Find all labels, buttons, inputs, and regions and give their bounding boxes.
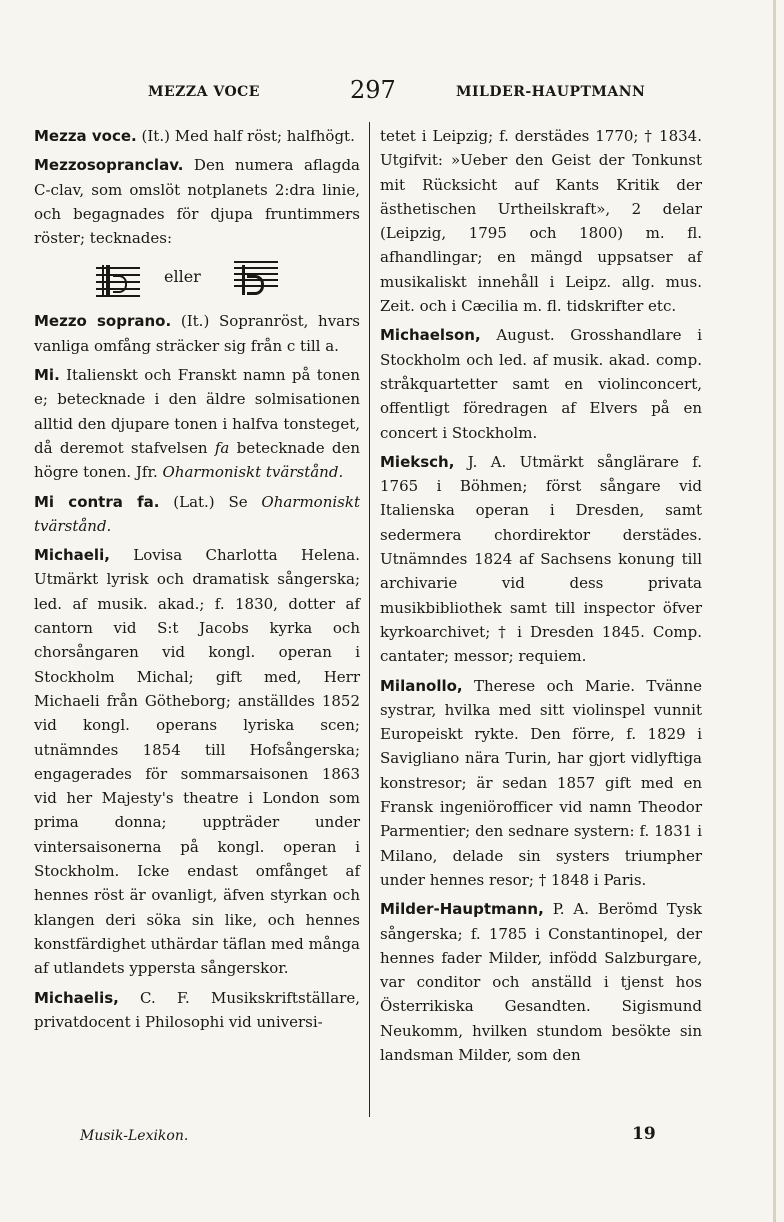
clef-illustration: [34, 255, 360, 305]
right-column: [380, 124, 702, 1072]
running-head-left: MEZZA VOCE: [148, 84, 260, 100]
entry-text: tetet i Leipzig; f. derstädes 1770; † 1834. Utgifvit: »Ueber den Geist der Tonkunst mit Rücksicht auf Kants Kritik der ästhetischen Urtheilskraft», 2 delar (Leipzig, 1795 och 1800) m. fl. afhandlingar; en mängd uppsatser af musikaliskt innehåll i Leipz. allg. mus. Zeit. och i Cæcilia m. fl. tidskrifter etc.: [380, 127, 702, 316]
entry-headword: Michaelis,: [34, 988, 119, 1007]
page-header: [0, 76, 784, 110]
entry-headword: Milanollo,: [380, 676, 463, 695]
entry-crossref: Oharmoniskt tvärstånd.: [162, 463, 344, 482]
page-edge: [773, 0, 776, 1222]
entry-headword: Mi contra fa.: [34, 492, 160, 511]
entry-text: Italienskt och Franskt namn på tonen e; betecknade i den äldre solmisationen alltid den djupare tonen i halfva tonsteget, då deremot stafvelsen: [34, 366, 360, 457]
entry-text: Lovisa Charlotta Helena. Utmärkt lyrisk och dramatisk sångerska; led. af musik. akad.; f. 1830, dotter af cantorn vid S:t Jacobs kyrka och chorsångaren vid kongl. operan i Stockholm Michal; gift med, Herr Michaeli från Götheborg; anställdes 1852 vid kongl. operans lyriska scen; utnämndes 1854 till Hofsångerska; engagerades för sommarsaisonen 1863 vid her Majesty's theatre i London som prima donna; uppträder under vintersaisonerna på kongl. operan i Stockholm. Icke endast omfånget af hennes röst är ovanligt, äfven styrkan och klangen deri söka sin like, och hennes konstfärdighet uthärdar täflan med många af utlandets yppersta sångerskor.: [34, 546, 360, 978]
signature-mark: Musik-Lexikon.: [80, 1128, 189, 1144]
entry-headword: Mi.: [34, 366, 60, 385]
left-column: [34, 124, 360, 1039]
c-clef-alt-icon: [234, 261, 278, 297]
entry-text: Den numera aflagda C-clav, som omslöt notplanets 2:dra linie, och begagnades för djupa fruntimmers röster; tecknades:: [34, 156, 360, 248]
entry-italic: fa: [214, 438, 230, 457]
entry-text: C. F. Musikskriftställare, privatdocent i Philosophi vid universi-: [34, 988, 360, 1031]
entry-michaelson: [380, 323, 702, 444]
entry-mezzosopranclav: [34, 153, 360, 250]
entry-crossref: Oharmoniskt tvärstånd.: [34, 492, 360, 535]
entry-headword: Milder-Hauptmann,: [380, 900, 544, 919]
entry-mi-contra-fa: [34, 490, 360, 539]
entry-mi: [34, 363, 360, 484]
entry-text: (It.) Sopranröst, hvars vanliga omfång sträcker sig från c till a.: [34, 312, 360, 355]
page-number: 297: [350, 76, 396, 104]
entry-text: August. Grosshandlare i Stockholm och led. af musik. akad. comp. stråkquartetter samt en violinconcert, offentligt föredragen af Elvers på en concert i Stockholm.: [380, 326, 702, 442]
entry-text: (It.) Med half röst; halfhögt.: [136, 127, 355, 145]
entry-text-cont: betecknade den högre tonen. Jfr.: [34, 438, 360, 482]
entry-milanollo: [380, 674, 702, 893]
entry-mezzo-soprano: [34, 309, 360, 358]
running-head-right: MILDER-HAUPTMANN: [456, 84, 646, 100]
sheet-number: 19: [632, 1124, 656, 1144]
entry-mezza-voce: [34, 124, 360, 148]
entry-michaelis-cont: [380, 124, 702, 318]
entry-headword: Michaelson,: [380, 326, 481, 345]
entry-headword: Mezzo soprano.: [34, 312, 172, 331]
column-divider: [369, 122, 370, 1117]
entry-text: (Lat.) Se: [159, 492, 262, 511]
entry-text: J. A. Utmärkt sånglärare f. 1765 i Böhmen; först sångare vid Italienska operan i Dresden, samt sedermera chordirektor derstädes. Utnämndes 1824 af Sachsens konung till archivarie vid dess privata musikbibliothek samt till inspector öfver kyrkoarchivet; † i Dresden 1845. Comp. cantater; messor; requiem.: [380, 452, 702, 666]
clef-connector-word: eller: [164, 267, 201, 287]
entry-michaelis: [34, 986, 360, 1035]
entry-mieksch: [380, 450, 702, 669]
entry-text: P. A. Berömd Tysk sångerska; f. 1785 i Constantinopel, der hennes fader Milder, infödd Salzburgare, var conditor och anställd i tjenst hos Österrikiska Gesandten. Sigismund Neukomm, hvilken stundom besökte sin landsman Milder, som den: [380, 900, 702, 1064]
entry-text: Therese och Marie. Tvänne systrar, hvilka med sitt violinspel vunnit Europeiskt rykte. Den förre, f. 1829 i Savigliano nära Turin, har gjort vidlyftiga konstresor; är sedan 1857 gift med en Fransk ingeniörofficer vid namn Theodor Parmentier; den sednare systern: f. 1831 i Milano, delade sin systers triumpher under hennes resor; † 1848 i Paris.: [380, 676, 702, 889]
entry-headword: Mieksch,: [380, 452, 455, 471]
entry-michaeli: [34, 543, 360, 980]
entry-headword: Mezzosopranclav.: [34, 156, 184, 175]
entry-milder-hauptmann: [380, 897, 702, 1067]
entry-headword: Mezza voce.: [34, 127, 137, 145]
entry-headword: Michaeli,: [34, 546, 110, 565]
c-clef-icon: [96, 261, 140, 297]
